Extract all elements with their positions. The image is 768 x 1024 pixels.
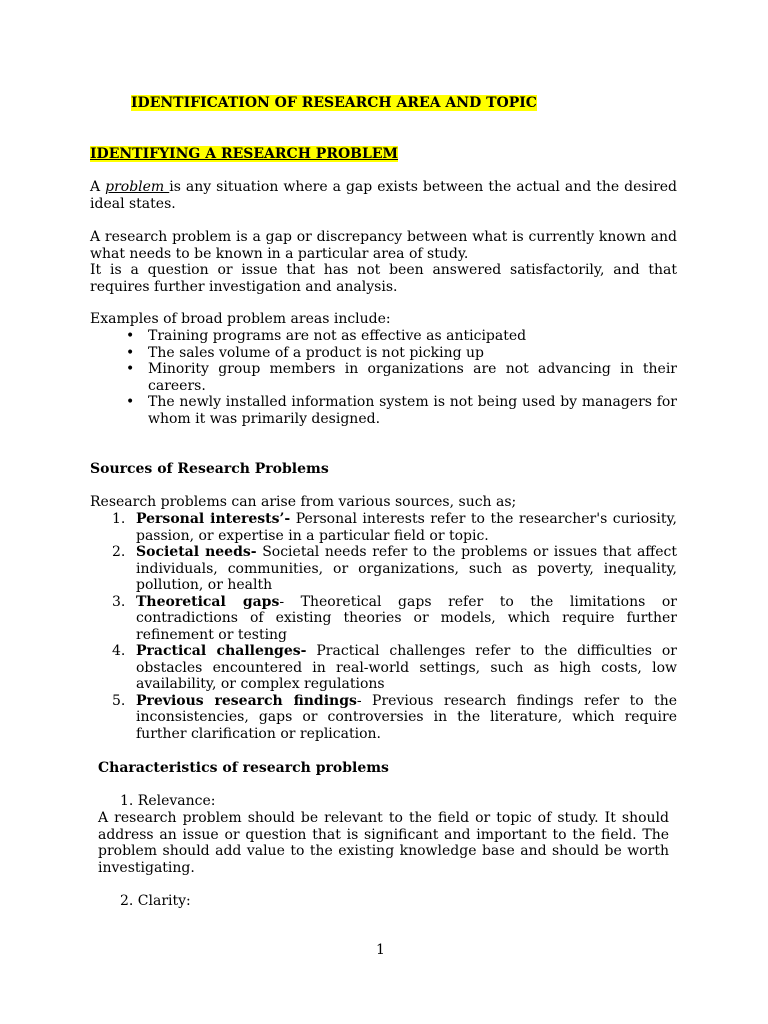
list-item: • Training programs are not as effective as anticipated: [126, 328, 527, 344]
characteristic-1-label: 1. Relevance:: [120, 793, 216, 809]
list-item: • Minority group members in organizations are not advancing in their careers.: [126, 361, 677, 394]
sources-heading: Sources of Research Problems: [90, 461, 329, 477]
list-item: 1. Personal interests’- Personal interests refer to the researcher's curiosity, passion, or expertise in a particular field or topic.: [112, 511, 677, 544]
list-item: • The sales volume of a product is not picking up: [126, 344, 484, 361]
research-problem-paragraph: [90, 229, 677, 295]
examples-list: [126, 328, 677, 427]
list-item: 4. Practical challenges- Practical challenges refer to the difficulties or obstacles encountered in real-world settings, such as high costs, low availability, or complex regulations: [112, 643, 677, 692]
source-term: Previous research findings: [136, 692, 357, 709]
source-term: Societal needs-: [136, 544, 257, 560]
characteristic-2-label: 2. Clarity:: [120, 893, 191, 909]
list-item: • The newly installed information system is not being used by managers for whom it was primarily designed.: [126, 394, 677, 427]
research-problem-line-1: A research problem is a gap or discrepancy between what is currently known and what needs to be known in a particular area of study.: [90, 229, 677, 262]
list-item: 3. Theoretical gaps- Theoretical gaps refer to the limitations or contradictions of existing theories or models, which require further refinement or testing: [112, 593, 677, 643]
sources-intro: Research problems can arise from various sources, such as;: [90, 494, 517, 510]
characteristic-1-text: A research problem should be relevant to the field or topic of study. It should address an issue or question that is significant and important to the field. The problem should add value to the existing knowledge base and should be worth investigating.: [98, 810, 669, 876]
page-number: 1: [376, 942, 385, 958]
list-item: 2. Societal needs- Societal needs refer to the problems or issues that affect individuals, communities, or organizations, such as poverty, inequality, pollution, or health: [112, 544, 678, 593]
source-term: Personal interests’-: [136, 511, 291, 527]
characteristics-heading: Characteristics of research problems: [98, 760, 389, 776]
document-title-text: IDENTIFICATION OF RESEARCH AREA AND TOPIC: [131, 95, 537, 111]
sources-list: [112, 511, 678, 742]
examples-intro: Examples of broad problem areas include:: [90, 311, 391, 327]
bullet-icon: •: [126, 344, 135, 361]
section-heading-research-problem: [90, 146, 398, 163]
source-term: Practical challenges-: [136, 643, 307, 659]
bullet-icon: •: [126, 328, 135, 344]
source-term: Theoretical gaps: [136, 593, 280, 610]
problem-definition-text: is any situation where a gap exists between the actual and the desired ideal states.: [90, 179, 678, 212]
bullet-icon: •: [126, 361, 135, 377]
document-title: [131, 95, 537, 112]
bullet-icon: •: [126, 394, 135, 410]
research-problem-line-2: It is a question or issue that has not been answered satisfactorily, and that requires further investigation and analysis.: [90, 262, 677, 295]
problem-prefix: A: [90, 179, 106, 195]
list-item: 5. Previous research findings- Previous research findings refer to the inconsistencies, gaps or controversies in the literature, which require further clarification or replication.: [112, 692, 678, 742]
section-heading-text: IDENTIFYING A RESEARCH PROBLEM: [90, 146, 398, 162]
problem-definition-paragraph: [90, 179, 677, 212]
problem-term: problem: [105, 179, 170, 195]
